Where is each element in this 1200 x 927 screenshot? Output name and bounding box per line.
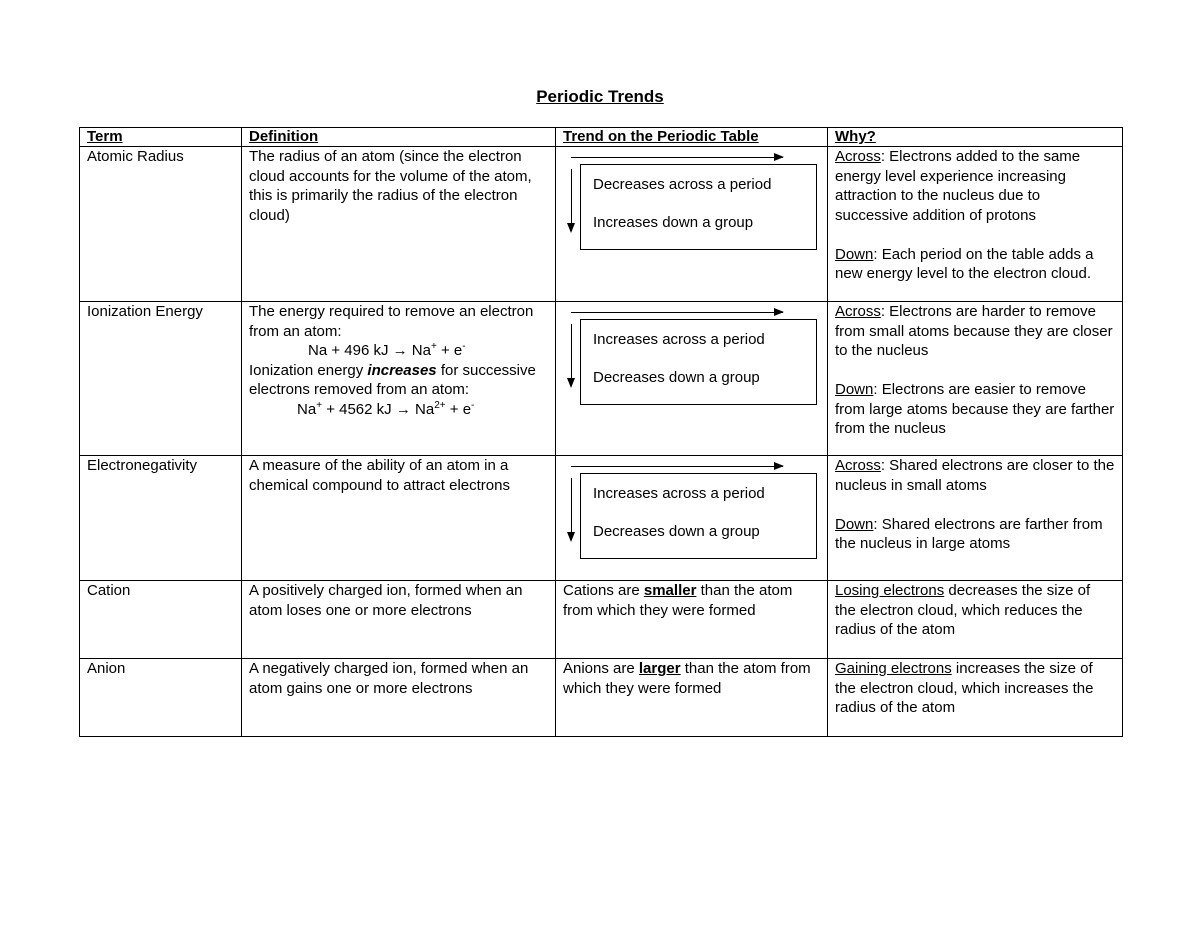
- why-label: Gaining electrons: [835, 660, 952, 677]
- why-cell: [828, 302, 1123, 456]
- arrow-down-icon: [571, 169, 572, 231]
- why-down-text: : Each period on the table adds a new energy level to the electron cloud.: [835, 245, 1094, 282]
- why-cell: [828, 659, 1123, 737]
- arrow-right-icon: [571, 466, 783, 467]
- arrow-down-icon: [571, 324, 572, 386]
- why-down-label: Down: [835, 515, 874, 533]
- trend-cell: Anions are larger than the atom from which they were formed: [556, 659, 828, 737]
- why-across-label: Across: [835, 457, 881, 474]
- why-across-label: Across: [835, 148, 881, 165]
- term-cell: Ionization Energy: [80, 302, 242, 456]
- why-text: decreases the size of the electron cloud, which reduces the radius of the atom: [835, 582, 1091, 638]
- why-cell: [828, 147, 1123, 302]
- table-row: [80, 581, 1123, 659]
- trend-box: [580, 319, 817, 405]
- why-cell: [828, 581, 1123, 659]
- trend-across-text: Increases across a period: [593, 331, 765, 348]
- table-row: [80, 456, 1123, 581]
- why-text: increases the size of the electron cloud, which increases the radius of the atom: [835, 660, 1094, 716]
- header-why: Why?: [828, 128, 1123, 147]
- why-down-label: Down: [835, 381, 874, 398]
- table-row: [80, 659, 1123, 737]
- definition-cell: The radius of an atom (since the electron cloud accounts for the volume of the atom, this is primarily the radius of the electron cloud): [242, 147, 556, 302]
- equation-first-ionization: Na + 496 kJ → Na+ + e-: [308, 341, 466, 359]
- why-label: Losing electrons: [835, 582, 945, 599]
- trend-cell: [556, 147, 828, 302]
- equation-second-ionization: Na+ + 4562 kJ → $Na^{2+} + e^-$: [297, 399, 475, 418]
- trend-across-text: Decreases across a period: [593, 176, 772, 193]
- table-header-row: [80, 128, 1123, 147]
- table-row: [80, 147, 1123, 302]
- page-title: Periodic Trends: [536, 87, 664, 106]
- trend-across-text: Increases across a period: [593, 485, 765, 502]
- definition-cell: A positively charged ion, formed when an atom loses one or more electrons: [242, 581, 556, 659]
- emphasis-increases: increases: [367, 361, 437, 379]
- trend-cell: [556, 302, 828, 456]
- definition-cell: A negatively charged ion, formed when an atom gains one or more electrons: [242, 659, 556, 737]
- term-cell: Electronegativity: [80, 456, 242, 581]
- table-row: [80, 302, 1123, 456]
- term-cell: Cation: [80, 581, 242, 659]
- why-cell: [828, 456, 1123, 581]
- header-definition: Definition: [242, 128, 556, 147]
- trend-box: [580, 164, 817, 250]
- term-cell: Atomic Radius: [80, 147, 242, 302]
- why-across-text: : Shared electrons are closer to the nucleus in small atoms: [835, 457, 1115, 494]
- why-across-text: : Electrons added to the same energy level experience increasing attraction to the nucleus due to successive addition of protons: [835, 148, 1081, 224]
- definition-cell: The energy required to remove an electron from an atom: Na + 496 kJ → Na+ + e- Ionization energy increases for successive electrons removed from an atom: Na+ + 4562 kJ → $Na^{2+} + e^-$: [242, 302, 556, 456]
- header-trend: Trend on the Periodic Table: [556, 128, 828, 147]
- emphasis-larger: larger: [638, 660, 681, 677]
- trend-down-text: Decreases down a group: [593, 369, 760, 386]
- why-across-label: Across: [835, 303, 881, 320]
- arrow-down-icon: [571, 478, 572, 540]
- trend-down-text: Decreases down a group: [593, 523, 760, 540]
- why-down-text: : Shared electrons are farther from the nucleus in large atoms: [835, 515, 1103, 552]
- term-cell: Anion: [80, 659, 242, 737]
- why-down-label: Down: [835, 245, 874, 263]
- definition-cell: A measure of the ability of an atom in a chemical compound to attract electrons: [242, 456, 556, 581]
- header-term: Term: [80, 128, 242, 147]
- trend-box: [580, 473, 817, 559]
- arrow-right-icon: [571, 157, 783, 158]
- trend-cell: Cations are smaller than the atom from which they were formed: [556, 581, 828, 659]
- arrow-right-icon: [571, 312, 783, 313]
- trend-cell: [556, 456, 828, 581]
- why-across-text: : Electrons are harder to remove from small atoms because they are closer to the nucleus: [835, 303, 1113, 359]
- definition-line: The energy required to remove an electron from an atom:: [249, 303, 534, 340]
- why-down-text: : Electrons are easier to remove from large atoms because they are farther from the nucleus: [835, 381, 1115, 437]
- emphasis-smaller: smaller: [643, 582, 697, 599]
- trend-down-text: Increases down a group: [593, 214, 754, 231]
- periodic-trends-table: [79, 127, 1123, 737]
